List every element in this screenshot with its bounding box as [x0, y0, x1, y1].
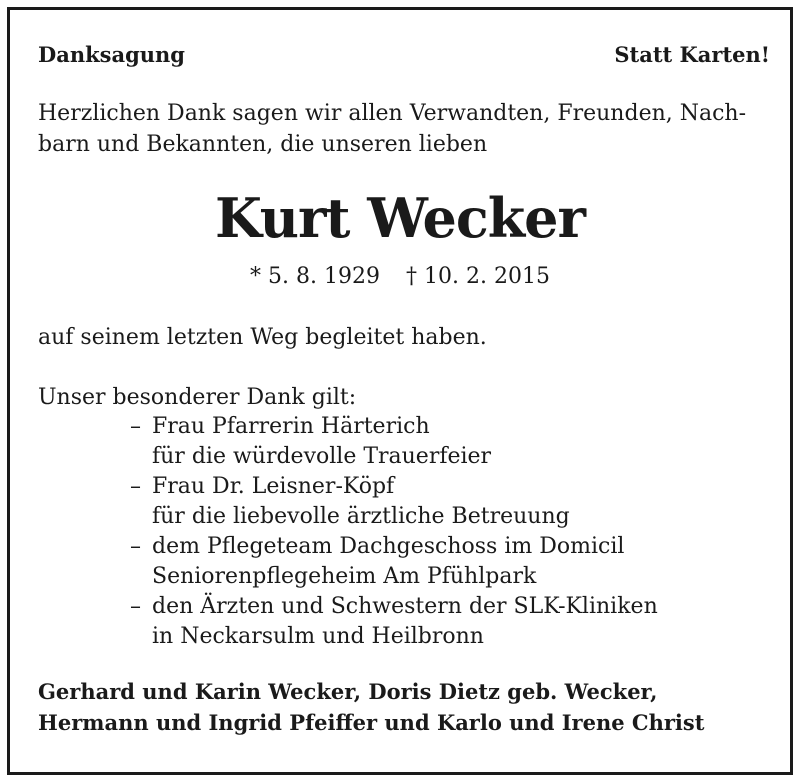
life-dates [0, 264, 800, 289]
list-item-line-1: Frau Pfarrerin Härterich [152, 414, 430, 439]
notice-type-label: Danksagung [38, 42, 185, 67]
dash-bullet: – [130, 474, 141, 499]
list-item-line-2: für die liebevolle ärztliche Betreuung [152, 504, 570, 529]
list-item-line-2: in Neckarsulm und Heilbronn [152, 624, 484, 649]
closing-text: auf seinem letzten Weg begleitet haben. [38, 325, 487, 350]
thanks-intro: Unser besonderer Dank gilt: [38, 385, 357, 410]
birth-date: * 5. 8. 1929 [250, 264, 380, 289]
list-item-line-1: dem Pflegeteam Dachgeschoss im Domicil [152, 534, 625, 559]
family-line-2: Hermann und Ingrid Pfeiffer und Karlo und Irene Christ [38, 710, 705, 735]
list-item-line-2: Seniorenpflegeheim Am Pfühlpark [152, 564, 537, 589]
intro-line-1: Herzlichen Dank sagen wir allen Verwandten, Freunden, Nach- [38, 101, 747, 126]
death-date: † 10. 2. 2015 [406, 264, 550, 289]
list-item [92, 472, 658, 532]
dash-bullet: – [130, 594, 141, 619]
intro-line-2: barn und Bekannten, die unseren lieben [38, 132, 488, 157]
list-item [92, 412, 658, 472]
header [38, 42, 770, 67]
list-item [92, 532, 658, 592]
list-item [92, 592, 658, 652]
dash-bullet: – [130, 534, 141, 559]
thanks-list [92, 412, 658, 652]
intro-text [38, 98, 758, 160]
family-signature [38, 676, 704, 738]
list-item-line-1: den Ärzten und Schwestern der SLK-Kliniken [152, 594, 658, 619]
dash-bullet: – [130, 414, 141, 439]
list-item-line-1: Frau Dr. Leisner-Köpf [152, 474, 395, 499]
deceased-name: Kurt Wecker [215, 186, 585, 250]
list-item-line-2: für die würdevolle Trauerfeier [152, 444, 492, 469]
family-line-1: Gerhard und Karin Wecker, Doris Dietz geb. Wecker, [38, 679, 658, 704]
statt-karten-label: Statt Karten! [614, 42, 770, 67]
